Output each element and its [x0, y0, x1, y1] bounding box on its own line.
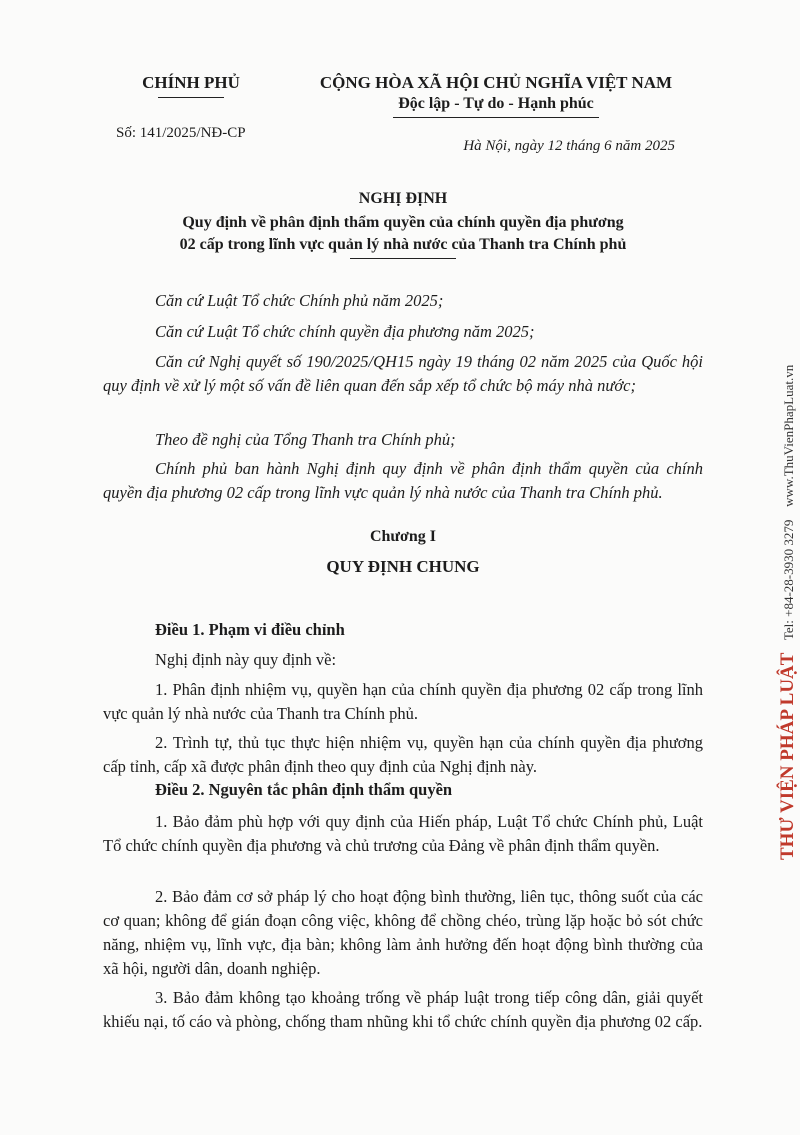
article-2-clause-2: 2. Bảo đảm cơ sở pháp lý cho hoạt động bình thường, liên tục, thông suốt của các cơ quan; không để gián đoạn công việc, không để chồng chéo, trùng lặp hoặc bỏ sót chức năng, nhiệm vụ, lĩnh vực, địa bàn; không làm ảnh hưởng đến hoạt động bình thường của xã hội, người dân, doanh nghiệp. — [103, 887, 703, 978]
place-date: Hà Nội, ngày 12 tháng 6 năm 2025 — [463, 138, 675, 154]
chapter-title: QUY ĐỊNH CHUNG — [326, 557, 480, 576]
article-1-clause-2: 2. Trình tự, thủ tục thực hiện nhiệm vụ, quyền hạn của chính quyền địa phương cấp tỉnh, cấp xã được phân định theo quy định của Nghị định này. — [103, 733, 703, 776]
article-2-clause-3: 3. Bảo đảm không tạo khoảng trống về pháp luật trong tiếp công dân, giải quyết khiếu nại, tố cáo và phòng, chống tham nhũng khi tổ chức chính quyền địa phương 02 cấp. — [103, 988, 703, 1031]
subject-line-2: 02 cấp trong lĩnh vực quản lý nhà nước của Thanh tra Chính phủ — [179, 236, 627, 253]
article-2-heading: Điều 2. Nguyên tắc phân định thẩm quyền — [155, 780, 453, 799]
agency-underline — [158, 97, 224, 98]
national-motto: Độc lập - Tự do - Hạnh phúc — [398, 95, 594, 112]
preamble-basis-1: Căn cứ Luật Tổ chức Chính phủ năm 2025; — [155, 291, 444, 310]
article-1-heading: Điều 1. Phạm vi điều chỉnh — [155, 620, 345, 639]
motto-underline — [393, 117, 599, 118]
watermark-site: www.ThuVienPhapLuat.vn — [781, 364, 796, 507]
watermark-graphic — [735, 220, 800, 860]
preamble-basis-3: Căn cứ Nghị quyết số 190/2025/QH15 ngày 19 tháng 02 năm 2025 của Quốc hội quy định về xử lý một số vấn đề liên quan đến sắp xếp tổ chức bộ máy nhà nước; — [103, 352, 703, 395]
watermark-brand: THƯ VIỆN PHÁP LUẬT — [777, 652, 798, 860]
article-1-intro: Nghị định này quy định về: — [155, 650, 337, 669]
article-2-clause-1: 1. Bảo đảm phù hợp với quy định của Hiến pháp, Luật Tổ chức Chính phủ, Luật Tổ chức chính quyền địa phương và chủ trương của Đảng về phân định thẩm quyền. — [103, 812, 703, 855]
subject-line-1: Quy định về phân định thẩm quyền của chính quyền địa phương — [182, 214, 624, 231]
country-name: CỘNG HÒA XÃ HỘI CHỦ NGHĨA VIỆT NAM — [319, 73, 673, 92]
preamble-enactment: Chính phủ ban hành Nghị định quy định về phân định thẩm quyền của chính quyền địa phương 02 cấp trong lĩnh vực quản lý nhà nước của Thanh tra Chính phủ. — [103, 459, 703, 502]
article-1-clause-1: 1. Phân định nhiệm vụ, quyền hạn của chính quyền địa phương 02 cấp trong lĩnh vực quản lý nhà nước của Thanh tra Chính phủ. — [103, 680, 703, 723]
issuing-agency: CHÍNH PHỦ — [142, 73, 240, 92]
watermark-text — [776, 364, 798, 860]
document-subject — [103, 212, 703, 256]
preamble-basis-2: Căn cứ Luật Tổ chức chính quyền địa phương năm 2025; — [155, 322, 535, 341]
title-underline — [350, 258, 456, 259]
chapter-number: Chương I — [369, 528, 437, 545]
document-number: Số: 141/2025/NĐ-CP — [116, 125, 246, 141]
watermark-contact: Tel: +84-28-3930 3279 — [781, 519, 796, 641]
watermark — [735, 220, 800, 860]
preamble-proposal: Theo đề nghị của Tổng Thanh tra Chính phủ; — [155, 430, 456, 449]
document-type: NGHỊ ĐỊNH — [358, 190, 448, 207]
